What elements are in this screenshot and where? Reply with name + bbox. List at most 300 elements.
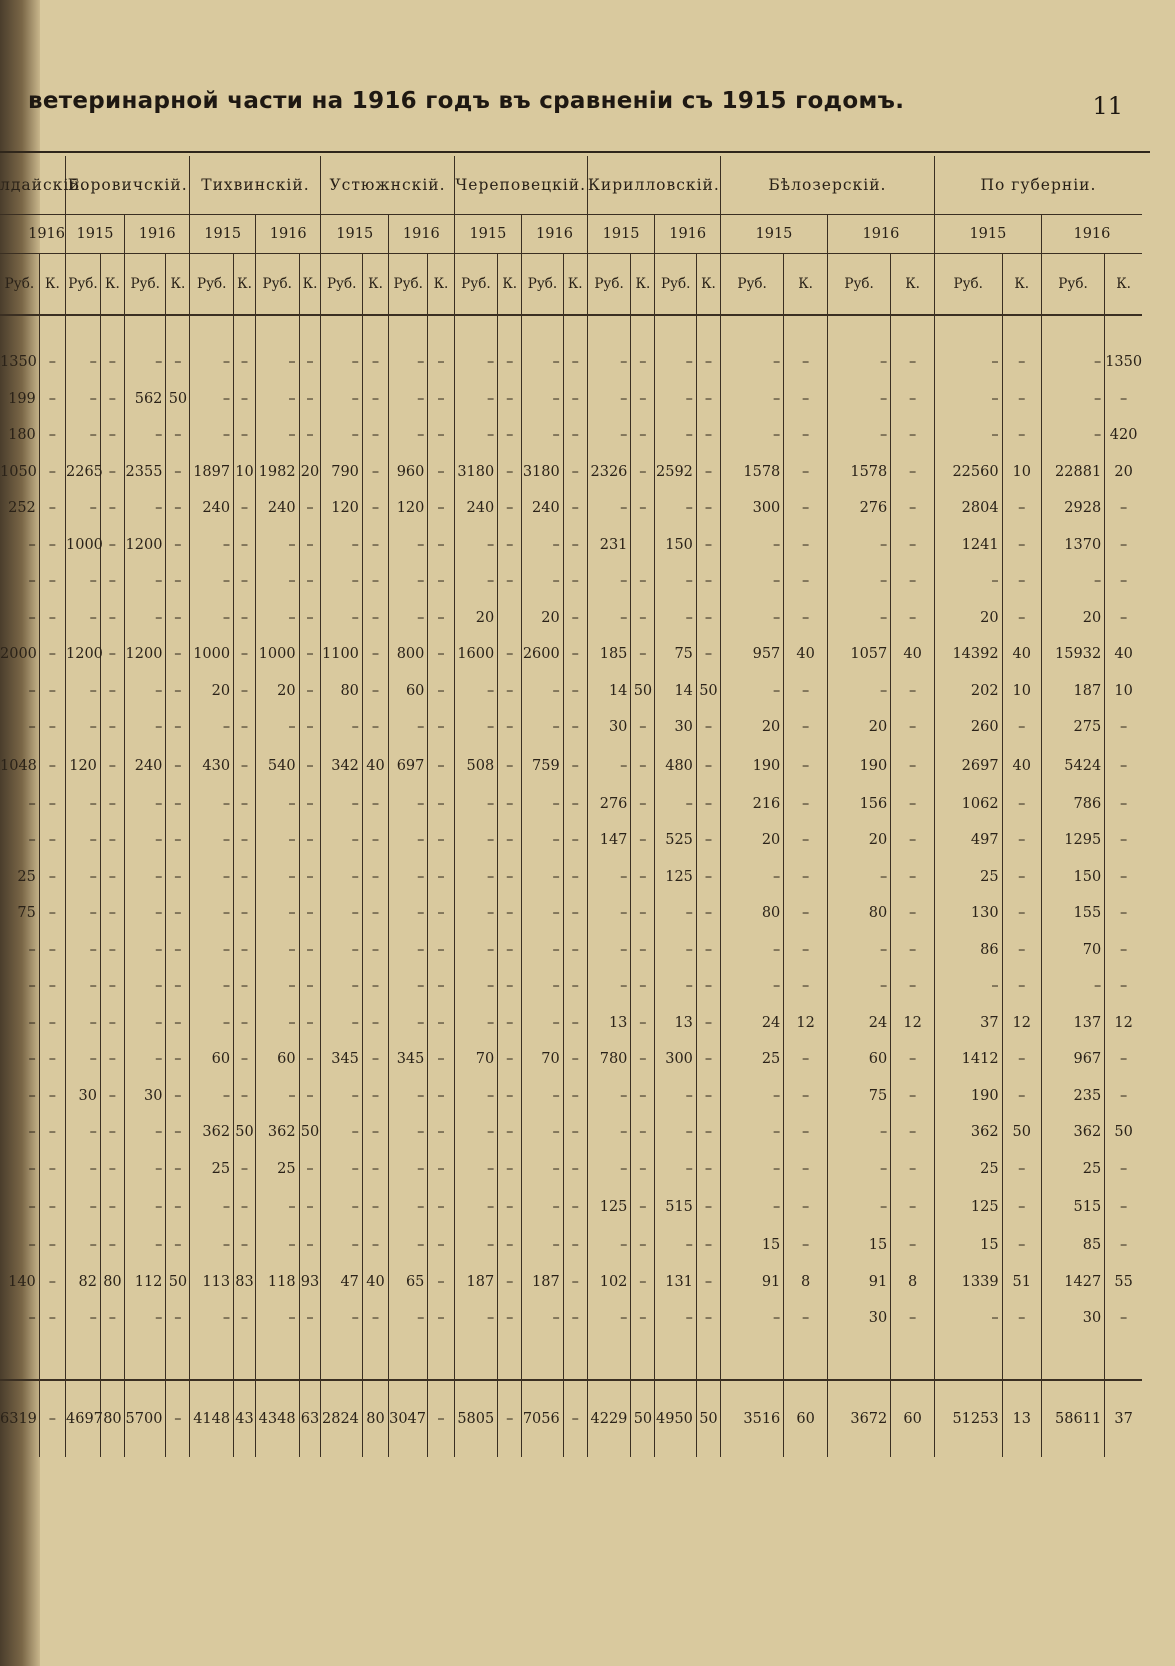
kopek-cell: –	[498, 1151, 522, 1188]
kopek-cell: –	[362, 1041, 388, 1078]
ruble-cell: –	[321, 1300, 362, 1337]
ruble-cell: 60	[255, 1041, 299, 1078]
kopek-cell: –	[696, 932, 720, 969]
kopek-cell: –	[166, 454, 190, 491]
ruble-cell: 125	[934, 1187, 1002, 1227]
kopek-cell: 50	[166, 381, 190, 418]
kopek-cell: –	[299, 563, 321, 600]
kopek-cell: –	[498, 673, 522, 710]
kopek-cell: 10	[1002, 673, 1041, 710]
kopek-cell: –	[39, 454, 65, 491]
ruble-cell: 13	[587, 1005, 631, 1042]
empty-cell	[389, 315, 428, 344]
kopek-cell: –	[498, 859, 522, 896]
kopek-cell: –	[498, 344, 522, 381]
kopek-cell: –	[362, 709, 388, 746]
kopek-cell: –	[362, 636, 388, 673]
ruble-cell: –	[124, 1041, 165, 1078]
ruble-cell: –	[321, 1227, 362, 1264]
ruble-cell: –	[454, 344, 498, 381]
empty-cell	[234, 1337, 256, 1380]
ruble-cell: –	[124, 1187, 165, 1227]
kopek-cell: –	[234, 746, 256, 786]
ruble-cell: 190	[720, 746, 783, 786]
year-header-c0-1916: 1916	[0, 215, 66, 254]
ruble-cell: –	[321, 709, 362, 746]
table-row	[0, 1005, 1142, 1042]
kopek-cell: –	[299, 600, 321, 637]
ruble-cell: 5424	[1041, 746, 1104, 786]
kopek-cell: 37	[1105, 1380, 1142, 1457]
empty-cell	[587, 1337, 631, 1380]
ruble-cell: –	[1041, 417, 1104, 454]
ruble-cell: –	[28, 536, 36, 553]
kopek-cell: –	[100, 859, 124, 896]
kopek-cell: –	[39, 895, 65, 932]
kopek-cell: –	[631, 1041, 655, 1078]
kopek-cell: –	[1105, 527, 1142, 564]
ruble-cell: 6319	[0, 1380, 39, 1457]
kopek-cell: –	[784, 1151, 828, 1188]
kopek-cell: –	[428, 1005, 454, 1042]
ruble-cell: –	[124, 709, 165, 746]
ruble-cell: –	[720, 1187, 783, 1227]
ruble-cell: –	[720, 527, 783, 564]
kopek-cell: –	[1105, 1041, 1142, 1078]
ruble-cell: 150	[1041, 859, 1104, 896]
kopek-cell: –	[299, 709, 321, 746]
ruble-cell: 1200	[66, 636, 101, 673]
empty-cell	[321, 1337, 362, 1380]
ruble-cell: –	[522, 1187, 563, 1227]
ruble-cell: 20	[720, 709, 783, 746]
ruble-cell: 276	[827, 490, 890, 527]
ruble-cell: –	[66, 563, 101, 600]
ruble-cell: –	[66, 968, 101, 1005]
ruble-cell: –	[255, 1300, 299, 1337]
kopek-cell: –	[563, 1114, 587, 1151]
kopek-cell: –	[696, 344, 720, 381]
empty-cell	[428, 315, 454, 344]
kopek-cell: –	[696, 1187, 720, 1227]
ruble-cell: 2804	[934, 490, 1002, 527]
kopek-cell: 10	[234, 454, 256, 491]
ruble-cell: 30	[124, 1078, 165, 1115]
ruble-cell: –	[321, 895, 362, 932]
ruble-cell: –	[321, 968, 362, 1005]
ruble-cell: 20	[1041, 600, 1104, 637]
ruble-cell: 4229	[587, 1380, 631, 1457]
kopek-cell: –	[784, 822, 828, 859]
kopek-cell: –	[563, 600, 587, 637]
ruble-cell: –	[255, 786, 299, 823]
ruble-cell: –	[28, 1087, 36, 1104]
kopek-cell: –	[1105, 563, 1142, 600]
kopek-cell: –	[1002, 932, 1041, 969]
kopek-cell: –	[299, 1187, 321, 1227]
kopek-cell: –	[563, 709, 587, 746]
ruble-subheader: Руб.	[587, 254, 631, 316]
kopek-cell: 50	[1105, 1114, 1142, 1151]
ruble-cell: 80	[827, 895, 890, 932]
kopek-cell: –	[563, 454, 587, 491]
kopek-cell: –	[891, 454, 935, 491]
ruble-cell: –	[522, 417, 563, 454]
ruble-cell: 199	[8, 390, 36, 407]
ruble-cell: –	[66, 490, 101, 527]
kopek-cell: –	[1105, 822, 1142, 859]
kopek-subheader: К.	[784, 254, 828, 316]
ruble-cell: –	[389, 563, 428, 600]
kopek-cell: –	[1002, 417, 1041, 454]
ruble-cell: –	[389, 527, 428, 564]
ruble-cell: 102	[587, 1264, 631, 1301]
kopek-cell: –	[563, 1078, 587, 1115]
kopek-cell: –	[563, 563, 587, 600]
empty-cell	[362, 315, 388, 344]
ruble-cell: 30	[587, 709, 631, 746]
ruble-cell: –	[255, 1227, 299, 1264]
ruble-cell: 480	[655, 746, 696, 786]
ruble-cell: 1200	[124, 527, 165, 564]
ruble-cell: –	[827, 344, 890, 381]
kopek-cell: –	[362, 1300, 388, 1337]
ruble-cell: 240	[522, 490, 563, 527]
kopek-cell: –	[696, 1114, 720, 1151]
ruble-cell: –	[66, 1041, 101, 1078]
ruble-cell: 2697	[934, 746, 1002, 786]
kopek-cell: –	[563, 895, 587, 932]
kopek-cell: –	[428, 417, 454, 454]
ruble-cell: –	[655, 417, 696, 454]
ruble-cell: –	[454, 673, 498, 710]
table-row	[0, 673, 1142, 710]
ruble-cell: –	[655, 1151, 696, 1188]
kopek-cell: 51	[1002, 1264, 1041, 1301]
kopek-cell: –	[428, 709, 454, 746]
kopek-cell: –	[234, 1227, 256, 1264]
kopek-cell: 40	[362, 746, 388, 786]
empty-cell	[100, 315, 124, 344]
kopek-cell: –	[299, 527, 321, 564]
ruble-cell: 1339	[934, 1264, 1002, 1301]
kopek-cell: –	[166, 1041, 190, 1078]
kopek-subheader: К.	[696, 254, 720, 316]
kopek-cell: –	[166, 1078, 190, 1115]
kopek-cell: –	[891, 1300, 935, 1337]
ruble-cell: 960	[389, 454, 428, 491]
kopek-cell: –	[891, 1078, 935, 1115]
kopek-cell: –	[299, 1300, 321, 1337]
ruble-cell: –	[66, 1005, 101, 1042]
ruble-subheader: Руб.	[1041, 254, 1104, 316]
kopek-cell: –	[100, 1078, 124, 1115]
empty-cell	[124, 315, 165, 344]
total-row	[0, 1380, 1142, 1457]
year-header-c2-1916: 1916	[255, 215, 321, 254]
table-row	[0, 417, 1142, 454]
ruble-cell: 3180	[522, 454, 563, 491]
ruble-cell: –	[66, 417, 101, 454]
kopek-cell: –	[166, 786, 190, 823]
kopek-cell: –	[234, 381, 256, 418]
empty-cell	[631, 315, 655, 344]
kopek-cell: –	[696, 822, 720, 859]
kopek-subheader: К.	[498, 254, 522, 316]
ruble-cell: –	[454, 417, 498, 454]
ruble-cell: 345	[321, 1041, 362, 1078]
table-row	[0, 490, 1142, 527]
ruble-cell: 780	[587, 1041, 631, 1078]
kopek-cell: –	[234, 1187, 256, 1227]
empty-cell	[587, 315, 631, 344]
kopek-cell: –	[696, 709, 720, 746]
kopek-cell: –	[891, 932, 935, 969]
kopek-cell: –	[784, 673, 828, 710]
ruble-cell: –	[522, 344, 563, 381]
ruble-cell: 1241	[934, 527, 1002, 564]
kopek-cell: –	[784, 1041, 828, 1078]
ruble-cell: 2928	[1041, 490, 1104, 527]
ruble-cell: 70	[454, 1041, 498, 1078]
empty-cell	[1002, 315, 1041, 344]
kopek-cell: –	[166, 1151, 190, 1188]
empty-cell	[696, 315, 720, 344]
ruble-cell: 240	[255, 490, 299, 527]
kopek-cell: 12	[1105, 1005, 1142, 1042]
ruble-cell: 3047	[389, 1380, 428, 1457]
kopek-cell: –	[362, 1187, 388, 1227]
ruble-cell: –	[124, 1114, 165, 1151]
kopek-cell: –	[166, 1187, 190, 1227]
kopek-cell: –	[362, 968, 388, 1005]
empty-cell	[234, 315, 256, 344]
kopek-cell: 420	[1105, 417, 1142, 454]
kopek-cell: –	[234, 600, 256, 637]
kopek-cell: –	[100, 490, 124, 527]
district-header-c3: Устюжнскій.	[321, 156, 454, 215]
empty-cell	[124, 1337, 165, 1380]
empty-cell	[0, 1337, 39, 1380]
year-header-c3-1916: 1916	[389, 215, 454, 254]
kopek-cell: –	[234, 932, 256, 969]
ruble-cell: –	[124, 673, 165, 710]
ruble-cell: –	[389, 895, 428, 932]
ruble-cell: 430	[190, 746, 234, 786]
ruble-cell: 497	[934, 822, 1002, 859]
year-header-c7-1915: 1915	[934, 215, 1041, 254]
empty-cell	[720, 1337, 783, 1380]
kopek-cell: –	[891, 490, 935, 527]
ruble-cell: 4148	[190, 1380, 234, 1457]
ruble-cell: 362	[190, 1114, 234, 1151]
kopek-cell: –	[563, 1041, 587, 1078]
ruble-cell: 697	[389, 746, 428, 786]
kopek-cell: –	[891, 417, 935, 454]
kopek-cell: –	[428, 1300, 454, 1337]
kopek-cell: 40	[1002, 746, 1041, 786]
district-header-c1: Боровичскій.	[66, 156, 190, 215]
ruble-cell: –	[190, 1187, 234, 1227]
kopek-cell: –	[1105, 1151, 1142, 1188]
kopek-cell: –	[631, 381, 655, 418]
kopek-cell: –	[1002, 1041, 1041, 1078]
ruble-cell: –	[28, 609, 36, 626]
ruble-cell: –	[587, 490, 631, 527]
ruble-cell: –	[720, 1300, 783, 1337]
ruble-cell: –	[720, 417, 783, 454]
ruble-cell: –	[321, 417, 362, 454]
kopek-cell: –	[631, 859, 655, 896]
year-header-c4-1915: 1915	[454, 215, 522, 254]
kopek-cell: –	[1002, 968, 1041, 1005]
ruble-cell: –	[321, 786, 362, 823]
kopek-subheader: К.	[299, 254, 321, 316]
empty-cell	[255, 315, 299, 344]
table-row	[0, 381, 1142, 418]
ruble-cell: –	[66, 1300, 101, 1337]
kopek-cell	[631, 527, 655, 564]
ruble-cell: 75	[655, 636, 696, 673]
ruble-cell: 235	[1041, 1078, 1104, 1115]
kopek-cell: –	[498, 381, 522, 418]
kopek-cell: –	[563, 1380, 587, 1457]
year-header-c7-1916: 1916	[1041, 215, 1142, 254]
kopek-cell: –	[39, 746, 65, 786]
ruble-cell: 91	[720, 1264, 783, 1301]
ruble-cell: 1000	[66, 527, 101, 564]
ruble-cell: –	[190, 344, 234, 381]
kopek-cell: –	[696, 454, 720, 491]
ruble-cell: –	[522, 968, 563, 1005]
ruble-cell: 187	[522, 1264, 563, 1301]
empty-cell	[563, 315, 587, 344]
kopek-cell: –	[234, 709, 256, 746]
table-row	[0, 1114, 1142, 1151]
kopek-cell: –	[696, 1264, 720, 1301]
kopek-cell: –	[428, 822, 454, 859]
kopek-cell: –	[234, 417, 256, 454]
kopek-cell: –	[100, 527, 124, 564]
ruble-cell: –	[522, 822, 563, 859]
ruble-cell: –	[28, 719, 36, 736]
ruble-cell: –	[321, 932, 362, 969]
kopek-cell: –	[784, 600, 828, 637]
ruble-cell: –	[190, 600, 234, 637]
kopek-cell: –	[166, 822, 190, 859]
kopek-cell: –	[631, 1187, 655, 1227]
ruble-cell: –	[66, 344, 101, 381]
kopek-cell: –	[784, 417, 828, 454]
kopek-cell: –	[498, 1264, 522, 1301]
ruble-cell: –	[934, 381, 1002, 418]
kopek-cell: –	[39, 673, 65, 710]
ruble-cell: –	[28, 978, 36, 995]
ruble-cell: 15932	[1041, 636, 1104, 673]
ruble-cell: 25	[934, 859, 1002, 896]
kopek-cell: –	[299, 344, 321, 381]
ruble-cell: 85	[1041, 1227, 1104, 1264]
kopek-cell: –	[100, 1151, 124, 1188]
ruble-cell: 185	[587, 636, 631, 673]
kopek-cell: –	[100, 344, 124, 381]
ruble-cell: 216	[720, 786, 783, 823]
kopek-cell: –	[563, 381, 587, 418]
ruble-cell: 260	[934, 709, 1002, 746]
ruble-cell: –	[522, 1300, 563, 1337]
ruble-cell: 1412	[934, 1041, 1002, 1078]
district-header-c7: По губерніи.	[934, 156, 1142, 215]
ruble-cell: –	[28, 1051, 36, 1068]
header-rule	[0, 151, 1150, 153]
kopek-cell: –	[498, 1078, 522, 1115]
ruble-cell: 790	[321, 454, 362, 491]
kopek-cell: –	[299, 932, 321, 969]
kopek-cell: –	[299, 381, 321, 418]
ruble-cell: 187	[1041, 673, 1104, 710]
kopek-cell: –	[563, 344, 587, 381]
kopek-cell: –	[100, 1114, 124, 1151]
ruble-cell: –	[720, 968, 783, 1005]
kopek-cell: 13	[1002, 1380, 1041, 1457]
ruble-cell: –	[522, 709, 563, 746]
ruble-cell: –	[321, 381, 362, 418]
kopek-cell: –	[784, 1227, 828, 1264]
kopek-cell: 8	[891, 1264, 935, 1301]
kopek-cell: –	[362, 1078, 388, 1115]
kopek-cell: –	[100, 746, 124, 786]
ruble-cell: 24	[720, 1005, 783, 1042]
ruble-cell: 540	[255, 746, 299, 786]
kopek-cell: –	[362, 1005, 388, 1042]
ruble-cell: –	[190, 1300, 234, 1337]
kopek-cell: –	[1002, 1227, 1041, 1264]
ruble-cell: 240	[190, 490, 234, 527]
ruble-cell: –	[321, 527, 362, 564]
ruble-cell: 58611	[1041, 1380, 1104, 1457]
ruble-cell: –	[190, 859, 234, 896]
ruble-cell: –	[321, 344, 362, 381]
kopek-cell: –	[498, 1041, 522, 1078]
ruble-cell: –	[190, 895, 234, 932]
kopek-cell: –	[1105, 381, 1142, 418]
kopek-cell: –	[299, 490, 321, 527]
ruble-subheader: Руб.	[124, 254, 165, 316]
kopek-cell: –	[299, 417, 321, 454]
kopek-cell: 20	[1105, 454, 1142, 491]
ruble-cell: –	[321, 600, 362, 637]
ruble-cell: –	[720, 381, 783, 418]
ruble-cell: –	[934, 968, 1002, 1005]
ruble-cell: –	[255, 600, 299, 637]
ruble-cell: –	[389, 786, 428, 823]
kopek-cell: 55	[1105, 1264, 1142, 1301]
ruble-cell: –	[389, 381, 428, 418]
kopek-cell: –	[299, 786, 321, 823]
ruble-cell: 25	[255, 1151, 299, 1188]
ruble-subheader: Руб.	[389, 254, 428, 316]
ruble-cell: 240	[454, 490, 498, 527]
table-row	[0, 1264, 1142, 1301]
ruble-cell: –	[28, 941, 36, 958]
kopek-cell: 80	[100, 1380, 124, 1457]
ruble-subheader: Руб.	[827, 254, 890, 316]
kopek-cell: –	[1105, 1078, 1142, 1115]
ruble-cell: 75	[827, 1078, 890, 1115]
ruble-cell: 25	[934, 1151, 1002, 1188]
ruble-cell: –	[587, 600, 631, 637]
kopek-cell: –	[563, 932, 587, 969]
